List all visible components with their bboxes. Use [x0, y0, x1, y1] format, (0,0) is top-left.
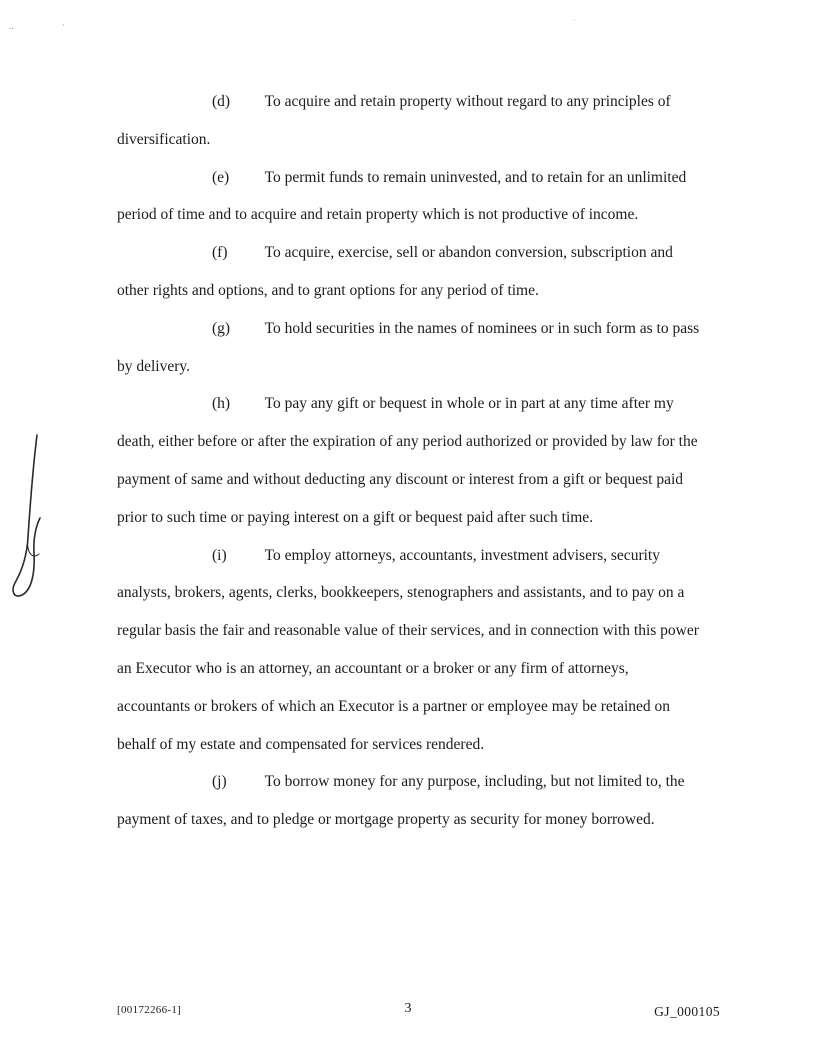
paragraph-j [117, 763, 702, 839]
paragraph-text: To borrow money for any purpose, including, but not limited to, the payment of taxes, and to pledge or mortgage property as security for money borrowed. [117, 773, 685, 829]
paragraph-label: (j) [212, 773, 227, 791]
paragraph-e [117, 159, 702, 235]
paragraph-label: (d) [212, 93, 231, 110]
paragraph-text: To acquire and retain property without regard to any principles of diversification. [117, 93, 671, 148]
scan-artifact: − [572, 15, 578, 25]
scan-artifact: .. [9, 21, 14, 31]
paragraph-label: (h) [212, 395, 231, 413]
document-body [117, 83, 702, 839]
paragraph-h [117, 385, 702, 536]
bates-number: GJ_000105 [654, 1004, 720, 1019]
paragraph-label: (e) [212, 168, 230, 186]
paragraph-label: (g) [212, 319, 231, 337]
paragraph-text: To pay any gift or bequest in whole or in part at any time after my death, either before or after the expiration of any period authorized or provided by law for the payment of same and without deducting any discount or interest from a gift or bequest paid prior to such time or paying interest on a gift or bequest paid after such time. [117, 395, 698, 526]
paragraph-label: (f) [212, 244, 228, 262]
document-control-number: [00172266-1] [117, 1004, 182, 1016]
paragraph-label: (i) [212, 546, 227, 564]
paragraph-text: To acquire, exercise, sell or abandon conversion, subscription and other rights and options, and to grant options for any period of time. [117, 244, 673, 299]
scan-artifact: ` [62, 23, 65, 33]
handwritten-pen-mark-icon [6, 432, 58, 604]
paragraph-text: To employ attorneys, accountants, investment advisers, security analysts, brokers, agents, clerks, bookkeepers, stenographers and assistants, and to pay on a regular basis the fair and reasonable value of their services, and in connection with this power an Executor who is an attorney, an accountant or a broker or any firm of attorneys, accountants or brokers of which an Executor is a partner or employee may be retained on behalf of my estate and compensated for services rendered. [117, 546, 699, 753]
paragraph-f [117, 234, 702, 310]
paragraph-g [117, 310, 702, 386]
paragraph-i [117, 537, 702, 764]
page-number: 3 [404, 1001, 412, 1016]
paragraph-d [117, 83, 702, 159]
paragraph-text: To hold securities in the names of nominees or in such form as to pass by delivery. [117, 319, 700, 375]
paragraph-text: To permit funds to remain uninvested, and to retain for an unlimited period of time and to acquire and retain property which is not productive of income. [117, 168, 687, 224]
